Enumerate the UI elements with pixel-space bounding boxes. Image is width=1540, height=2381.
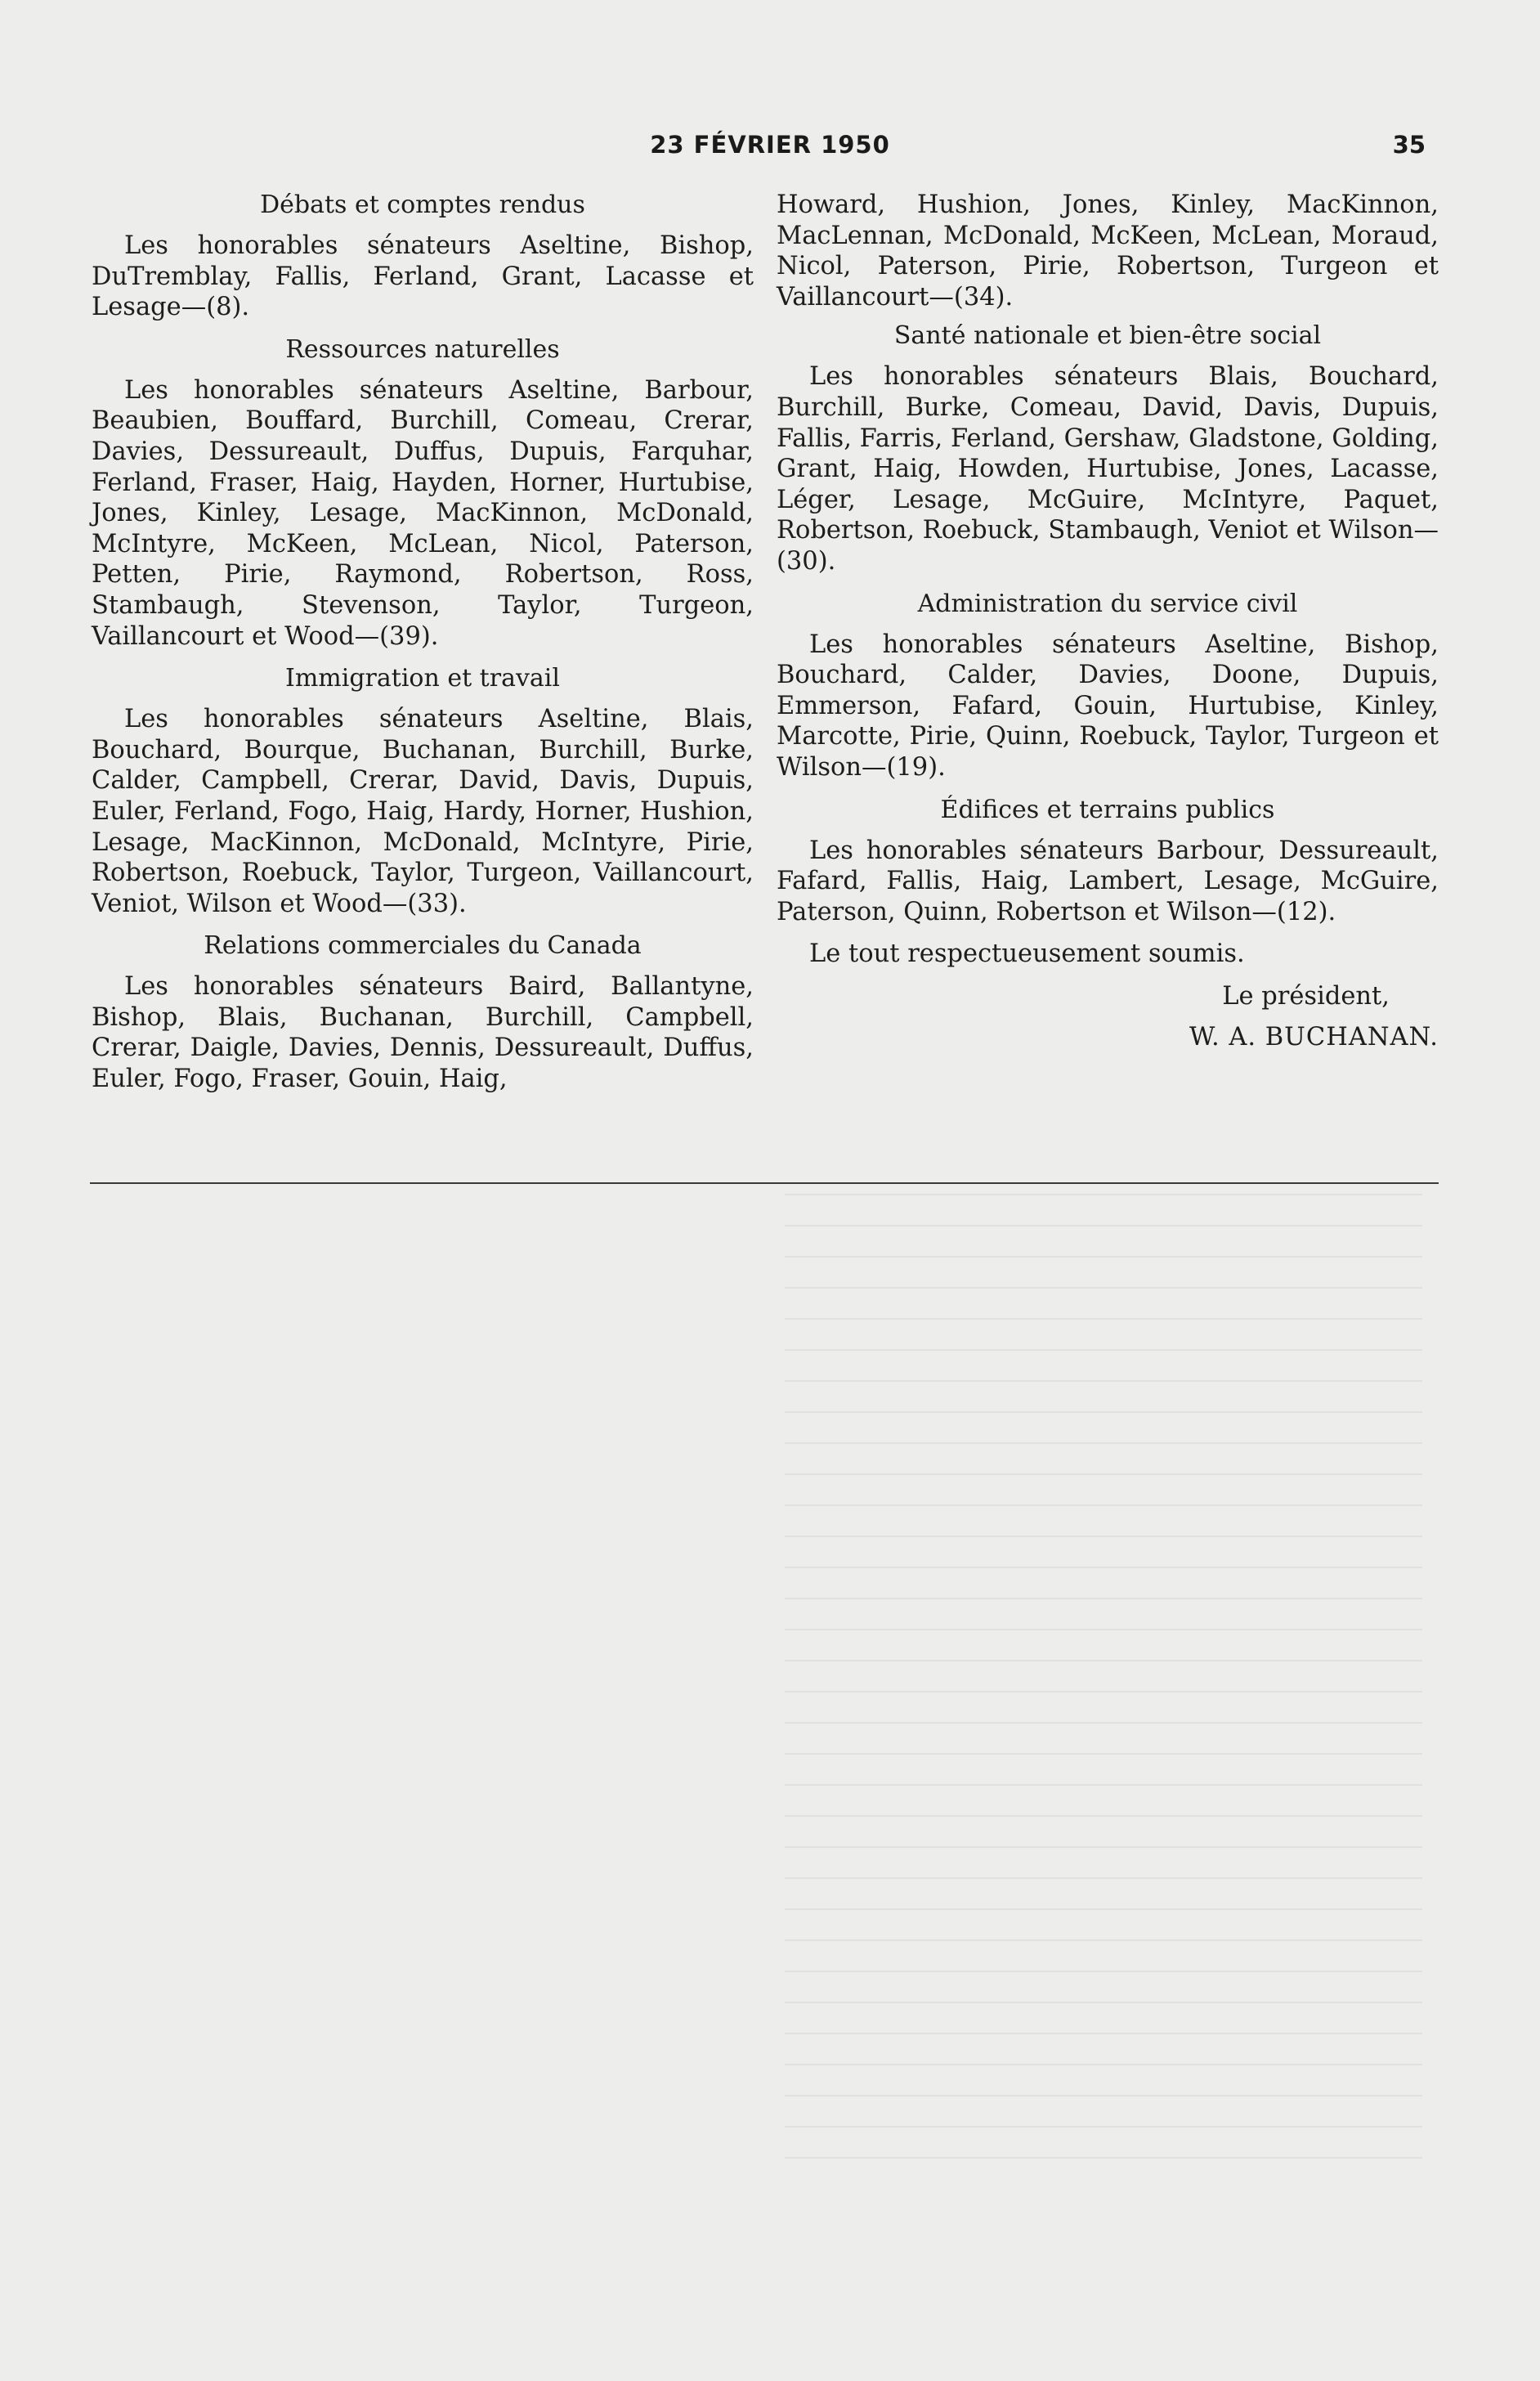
committee-sante — [777, 321, 1439, 576]
committee-title: Immigration et travail — [285, 664, 560, 693]
signature-name: W. A. BUCHANAN. — [1189, 1023, 1439, 1052]
page-number: 35 — [1392, 131, 1426, 159]
left-column — [92, 190, 754, 1106]
committee-title: Ressources naturelles — [285, 334, 560, 364]
page-date-header: 23 FÉVRIER 1950 — [650, 131, 890, 159]
closing-statement: Le tout respectueusement soumis. — [809, 939, 1245, 969]
bleed-through-texture — [785, 1194, 1422, 2175]
committee-title: Santé nationale et bien-être social — [893, 321, 1322, 351]
committee-title: Administration du service civil — [917, 589, 1298, 618]
committee-title: Relations commerciales du Canada — [204, 931, 642, 961]
committee-members: Les honorables sénateurs Aseltine, Blais, Bouchard, Bourque, Buchanan, Burchill, Burke, Calder, Campbell, Crerar, David, Davis, Dupuis, Euler, Ferland, Fogo, Haig, Hardy, Horner, Hushion, Lesage, MacKinnon, McDonald, McIntyre, Pirie, Robertson, Roebuck, Taylor, Turgeon, Vaillancourt, Veniot, Wilson et Wood—(33). — [92, 705, 754, 918]
section-divider-rule — [90, 1182, 1439, 1184]
committee-members: Les honorables sénateurs Aseltine, Bishop, Bouchard, Calder, Davies, Doone, Dupuis, Emmerson, Fafard, Gouin, Hurtubise, Kinley, Marcotte, Pirie, Quinn, Roebuck, Taylor, Turgeon et Wilson—(19). — [777, 630, 1439, 782]
committee-members-continued: Howard, Hushion, Jones, Kinley, MacKinnon, MacLennan, McDonald, McKeen, McLean, Moraud, Nicol, Paterson, Pirie, Robertson, Turgeon et Vaillancourt—(34). — [777, 191, 1439, 312]
right-column — [777, 190, 1439, 1053]
committee-ressources — [92, 334, 754, 652]
committee-edifices — [777, 795, 1439, 928]
committee-members: Les honorables sénateurs Baird, Ballantyne, Bishop, Blais, Buchanan, Burchill, Campbell, Crerar, Daigle, Davies, Dennis, Dessureault, Duffus, Euler, Fogo, Fraser, Gouin, Haig, — [92, 972, 754, 1094]
president-label: Le président, — [1222, 982, 1390, 1011]
committee-debats — [92, 190, 754, 323]
committee-members: Les honorables sénateurs Barbour, Dessureault, Fafard, Fallis, Haig, Lambert, Lesage, McGuire, Paterson, Quinn, Robertson et Wilson—(12). — [777, 836, 1439, 926]
committee-members: Les honorables sénateurs Aseltine, Bishop, DuTremblay, Fallis, Ferland, Grant, Lacasse et Lesage—(8). — [92, 231, 754, 322]
committee-members: Les honorables sénateurs Aseltine, Barbour, Beaubien, Bouffard, Burchill, Comeau, Crerar, Davies, Dessureault, Duffus, Dupuis, Farquhar, Ferland, Fraser, Haig, Hayden, Horner, Hurtubise, Jones, Kinley, Lesage, MacKinnon, McDonald, McIntyre, McKeen, McLean, Nicol, Paterson, Petten, Pirie, Raymond, Robertson, Ross, Stambaugh, Stevenson, Taylor, Turgeon, Vaillancourt et Wood—(39). — [92, 375, 754, 651]
committee-members: Les honorables sénateurs Blais, Bouchard, Burchill, Burke, Comeau, David, Davis, Dupuis, Fallis, Farris, Ferland, Gershaw, Gladstone, Golding, Grant, Haig, Howden, Hurtubise, Jones, Lacasse, Léger, Lesage, McGuire, McIntyre, Paquet, Robertson, Roebuck, Stambaugh, Veniot et Wilson—(30). — [777, 362, 1439, 576]
committee-title: Débats et comptes rendus — [260, 191, 585, 219]
committee-immigration — [92, 663, 754, 919]
committee-administration — [777, 589, 1439, 783]
committee-relations — [92, 930, 754, 1094]
committee-title: Édifices et terrains publics — [940, 795, 1275, 824]
